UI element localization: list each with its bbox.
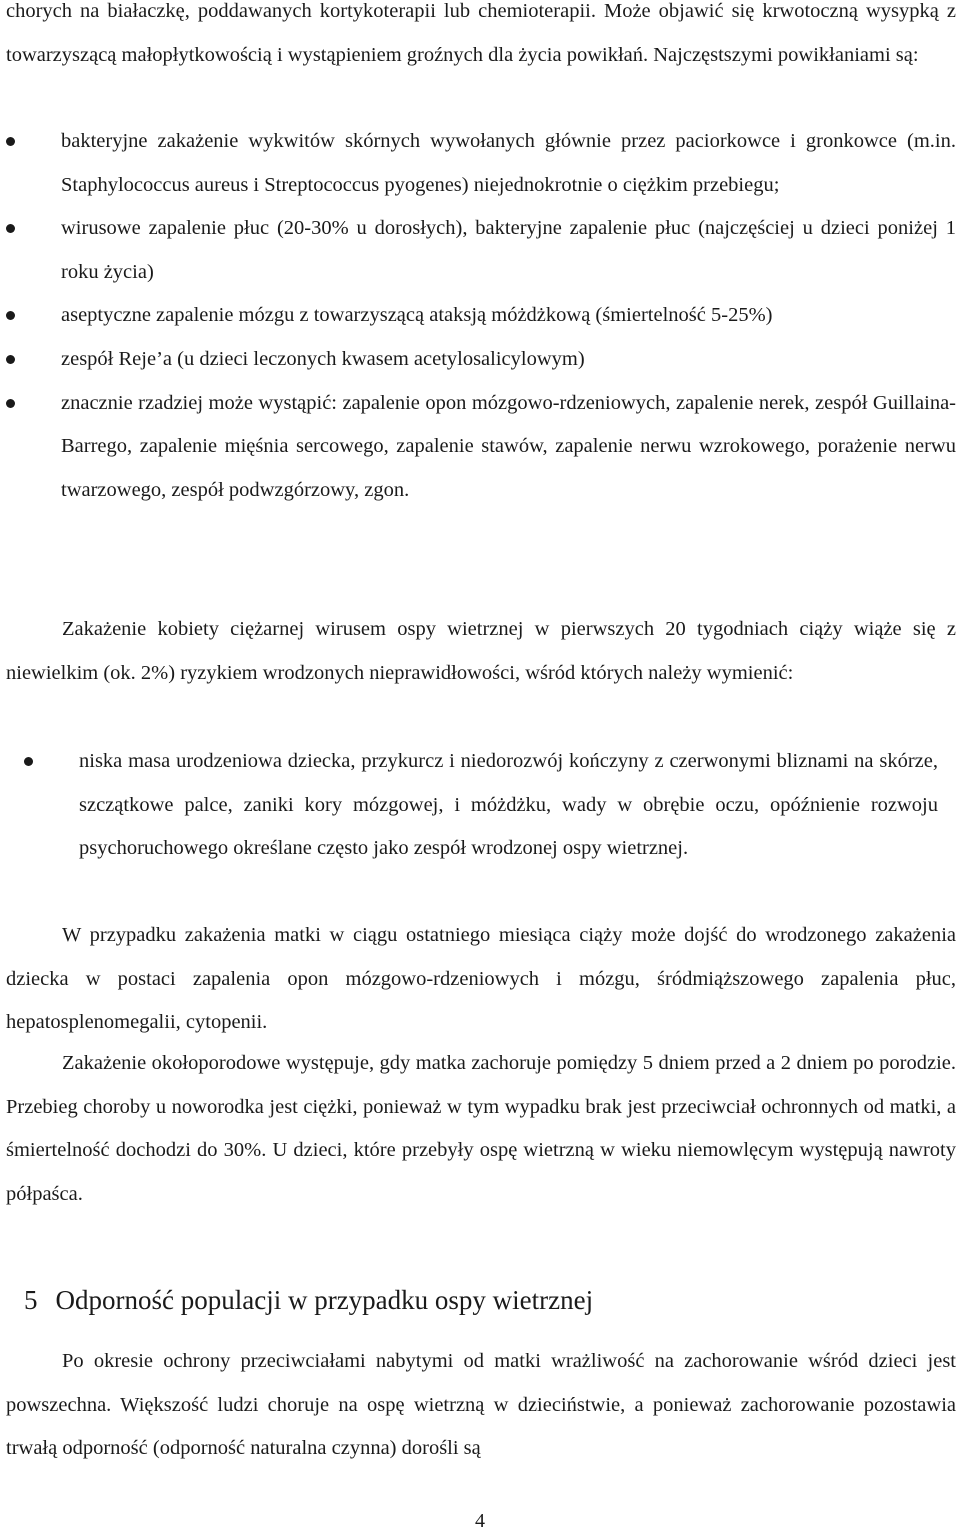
bullet-icon	[6, 382, 18, 426]
list-item	[6, 294, 956, 338]
immunity-paragraph: Po okresie ochrony przeciwciałami nabytymi od matki wrażliwość na zachorowanie wśród dzieci jest powszechna. Większość ludzi choruje na ospę wietrzną w dzieciństwie, a ponieważ zachorowanie pozostawia trwałą odporność (odporność naturalna czynna) dorośli są	[6, 1350, 956, 1460]
bullet-icon	[6, 207, 18, 251]
section-heading	[24, 1280, 593, 1320]
list-item-text: aseptyczne zapalenie mózgu z towarzyszącą ataksją móżdżkową (śmiertelność 5-25%)	[61, 304, 773, 327]
section-title: Odporność populacji w przypadku ospy wietrznej	[55, 1285, 594, 1315]
list-item-text: niska masa urodzeniowa dziecka, przykurcz i niedorozwój kończyny z czerwonymi bliznami na skórze, szczątkowe palce, zaniki kory mózgowej, i móżdżku, wady w obrębie oczu, opóźnienie rozwoju psychoruchowego określane często jako zespół wrodzonej ospy wietrznej.	[79, 750, 938, 860]
list-item	[6, 338, 956, 382]
page-number: 4	[475, 1510, 485, 1532]
list-item	[24, 740, 938, 871]
congenital-list	[6, 740, 938, 871]
list-item-text: bakteryjne zakażenie wykwitów skórnych wywołanych głównie przez paciorkowce i gronkowce (m.in. Staphylococcus aureus i Streptococcus pyogenes) niejednokrotnie o ciężkim przebiegu;	[61, 130, 956, 196]
list-item-text: wirusowe zapalenie płuc (20-30% u dorosłych), bakteryjne zapalenie płuc (najczęściej u dzieci poniżej 1 roku życia)	[61, 217, 956, 283]
list-item-text: zespół Reje’a (u dzieci leczonych kwasem acetylosalicylowym)	[61, 347, 585, 370]
late-pregnancy-paragraph: W przypadku zakażenia matki w ciągu ostatniego miesiąca ciąży może dojść do wrodzonego zakażenia dziecka w postaci zapalenia opon mózgowo-rdzeniowych i mózgu, śródmiąższowego zapalenia płuc, hepatosplenomegalii, cytopenii.	[6, 924, 956, 1034]
list-item	[6, 382, 956, 513]
bullet-icon	[6, 338, 18, 382]
perinatal-paragraph: Zakażenie okołoporodowe występuje, gdy matka zachoruje pomiędzy 5 dniem przed a 2 dniem po porodzie. Przebieg choroby u noworodka jest ciężki, ponieważ w tym wypadku brak jest przeciwciał ochronnych od matki, a śmiertelność dochodzi do 30%. U dzieci, które przebyły ospę wietrzną w wieku niemowlęcym występują nawroty półpaśca.	[6, 1052, 956, 1205]
pregnancy-paragraph: Zakażenie kobiety ciężarnej wirusem ospy wietrznej w pierwszych 20 tygodniach ciąży wiąże się z niewielkim (ok. 2%) ryzykiem wrodzonych nieprawidłowości, wśród których należy wymienić:	[6, 618, 956, 684]
list-item-text: znacznie rzadziej może wystąpić: zapalenie opon mózgowo-rdzeniowych, zapalenie nerek, zespół Guillaina- Barrego, zapalenie mięśnia sercowego, zapalenie stawów, zapalenie nerwu wzrokowego, porażenie nerwu twarzowego, zespół podwzgórzowy, zgon.	[61, 391, 956, 501]
list-item	[6, 207, 956, 294]
intro-paragraph: chorych na białaczkę, poddawanych kortykoterapii lub chemioterapii. Może objawić się krwotoczną wysypką z towarzyszącą małopłytkowością i wystąpieniem groźnych dla życia powikłań. Najczęstszymi powikłaniami są:	[6, 0, 956, 66]
bullet-icon	[6, 294, 18, 338]
list-item	[6, 120, 956, 207]
complications-list	[6, 120, 956, 512]
section-number: 5	[24, 1285, 38, 1315]
bullet-icon	[6, 120, 18, 164]
bullet-icon	[24, 740, 36, 784]
